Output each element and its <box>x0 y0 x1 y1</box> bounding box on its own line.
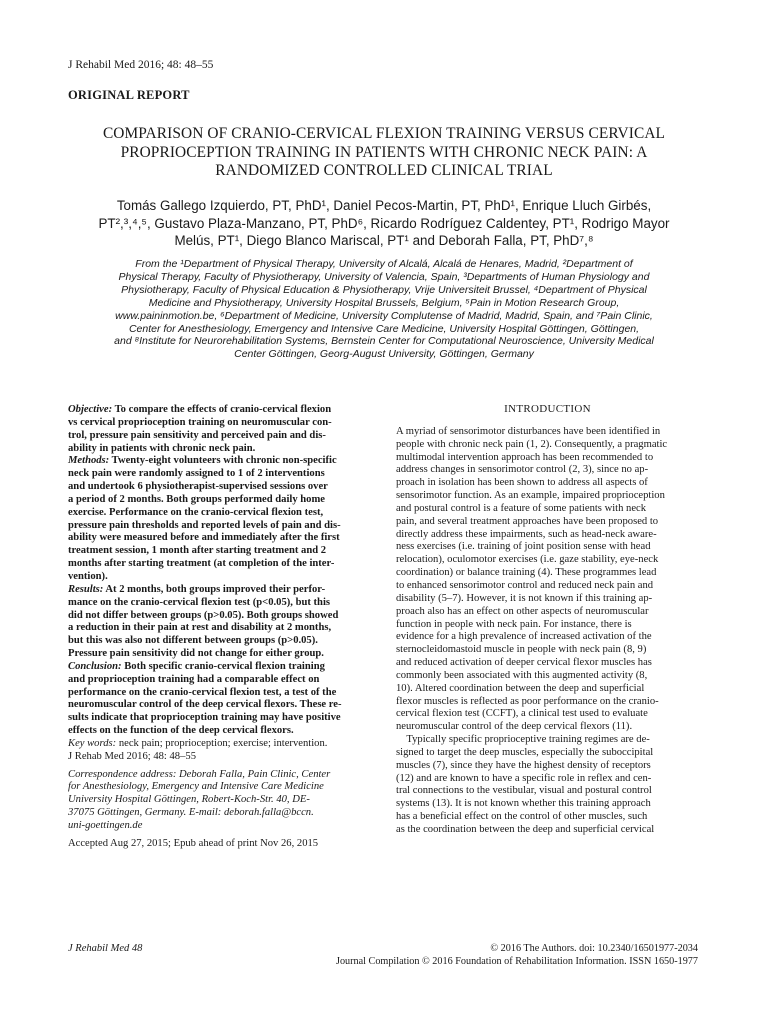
abstract-conclusion-line: neuromuscular control of the deep cervical flexors. These re- <box>68 699 342 711</box>
intro-line: people with chronic neck pain (1, 2). Consequently, a pragmatic <box>396 438 668 450</box>
intro-line: neuromuscular control of the deep cervical flexors (11). <box>396 721 633 733</box>
footer-doi: © 2016 The Authors. doi: 10.2340/16501977-2034 <box>490 943 698 954</box>
correspondence-line: 37075 Göttingen, Germany. E-mail: deborah.falla@bccn. <box>68 807 314 819</box>
affiliation-line: www.paininmotion.be, ⁶Department of Medicine, University Complutense of Madrid, Madrid, Spain, and ⁷Pain Clinic, <box>115 309 653 322</box>
intro-line: sternocleidomastoid muscle in people with neck pain (8, 9) <box>396 644 647 656</box>
abstract-methods-line: vention). <box>68 570 108 582</box>
abstract-objective-line: Objective: To compare the effects of cranio-cervical flexion <box>68 404 332 415</box>
affiliation-line: Center Göttingen, Georg-August University, Göttingen, Germany <box>234 348 534 361</box>
introduction-column <box>396 403 699 837</box>
keywords: Key words: neck pain; proprioception; exercise; intervention. <box>68 737 328 749</box>
footer-issn: Journal Compilation © 2016 Foundation of Rehabilitation Information. ISSN 1650-1977 <box>335 955 698 967</box>
author-line: Tomás Gallego Izquierdo, PT, PhD¹, Daniel Pecos-Martin, PT, PhD¹, Enrique Lluch Girbés, <box>116 198 652 213</box>
intro-line: multimodal intervention approach has been recommended to <box>396 451 654 463</box>
affiliation-line: and ⁸Institute for Neurorehabilitation Systems, Bernstein Center for Computational Neuroscience, University Medical <box>114 335 654 348</box>
affiliations <box>68 258 700 361</box>
article-title: COMPARISON OF CRANIO-CERVICAL FLEXION TRAINING VERSUS CERVICAL PROPRIOCEPTION TRAINING IN PATIENTS WITH CHRONIC NECK PAIN: A RANDOMIZED CONTROLLED CLINICAL TRIAL <box>102 125 666 179</box>
intro-line: signed to target the deep muscles, especially the suboccipital <box>396 746 654 758</box>
intro-line: as the coordination between the deep and superficial cervical <box>396 824 655 835</box>
intro-line: disability (5–7). However, it is not known if this training ap- <box>396 592 653 604</box>
abstract-methods-line: neck pain were randomly assigned to 1 of 2 interventions <box>68 468 325 480</box>
intro-line: to enhanced sensorimotor control and reduced neck pain and <box>396 579 654 591</box>
author-line: PT²,³,⁴,⁵, Gustavo Plaza-Manzano, PT, PhD⁶, Ricardo Rodríguez Caldentey, PT¹, Rodrigo Mayor <box>98 215 670 231</box>
report-type: ORIGINAL REPORT <box>68 88 190 102</box>
intro-line: and reduced activation of deeper cervical flexor muscles has <box>396 657 652 669</box>
abstract-methods-line: and undertook 6 physiotherapist-supervised sessions over <box>68 481 328 493</box>
intro-line: evidence for a high prevalence of increased activation of the <box>396 631 652 643</box>
abstract-objective-line: vs cervical proprioception training on neuromuscular con- <box>68 416 332 428</box>
author-line: Melús, PT¹, Diego Blanco Mariscal, PT¹ and Deborah Falla, PT, PhD⁷,⁸ <box>174 233 594 248</box>
correspondence-line: for Anesthesiology, Emergency and Intensive Care Medicine <box>68 781 324 793</box>
intro-line: proach also has an effect on other aspects of neuromuscular <box>396 605 649 617</box>
methods-label: Methods: <box>68 455 110 467</box>
abstract-column <box>68 404 349 851</box>
affiliation-line: Center for Anesthesiology, Emergency and Intensive Care Medicine, University Hospital Göttingen, Göttingen, <box>128 322 640 335</box>
affiliation-line: Physiotherapy, Faculty of Physical Education & Physiotherapy, Vrije Universiteit Brussel, ⁴Department of Physical <box>121 283 647 296</box>
intro-line: sensorimotor function. As an example, impaired proprioception <box>396 490 665 502</box>
abstract-objective-line: ability in patients with chronic neck pain. <box>68 442 256 454</box>
intro-line: systems (13). It is not known whether this training approach <box>396 798 651 810</box>
author-list <box>68 197 700 250</box>
abstract-conclusion-line: sults indicate that proprioception training may have positive <box>68 712 341 724</box>
abstract-results-line: did not differ between groups (p>0.05). Both groups showed <box>68 609 339 621</box>
correspondence-line: University Hospital Göttingen, Robert-Koch-Str. 40, DE- <box>68 794 310 806</box>
intro-line: relocation), oculomotor exercises (i.e. gaze stability, eye-neck <box>396 554 659 566</box>
results-label: Results: <box>68 583 104 595</box>
intro-line: has a beneficial effect on the control of other muscles, such <box>396 811 648 823</box>
intro-line: address changes in sensorimotor control (2, 3), since no ap- <box>396 464 649 476</box>
abstract-methods-line: a period of 2 months. Both groups performed daily home <box>68 493 326 505</box>
intro-line: function in people with neck pain. For instance, there is <box>396 618 632 630</box>
affiliation-line: Physical Therapy, Faculty of Physiotherapy, University of Valencia, Spain, ³Departments of Human Physiology and <box>118 270 650 283</box>
intro-line: proach in isolation has been shown to address all aspects of <box>396 477 648 489</box>
conclusion-label: Conclusion: <box>68 660 122 672</box>
intro-line: cervical flexion test (CCFT), a clinical test used to evaluate <box>396 708 648 720</box>
intro-line: and postural control is a feature of some patients with neck <box>396 502 647 514</box>
abstract-conclusion-line: and proprioception training had a comparable effect on <box>68 673 320 685</box>
accepted-date: Accepted Aug 27, 2015; Epub ahead of print Nov 26, 2015 <box>68 837 319 849</box>
intro-line: tral connections to the vestibular, visual and postural control <box>396 785 652 797</box>
abstract-results-line: Results: At 2 months, both groups improved their perfor- <box>68 583 326 595</box>
abstract-methods-line: months after starting treatment (at completion of the inter- <box>68 558 335 570</box>
intro-line: (12) and are known to have a specific role in reflex and cen- <box>396 772 652 784</box>
abstract-objective-line: trol, pressure pain sensitivity and perceived pain and dis- <box>68 429 326 441</box>
journal-reference: J Rehabil Med 2016; 48: 48–55 <box>68 59 214 71</box>
affiliation-line: Medicine and Physiotherapy, University Hospital Brussels, Belgium, ⁵Pain in Motion Research Group, <box>148 296 620 309</box>
abstract-conclusion-line: performance on the cranio-cervical flexion test, a test of the <box>68 686 337 698</box>
abstract-results-line: Pressure pain sensitivity did not change for either group. <box>68 648 324 660</box>
intro-line: A myriad of sensorimotor disturbances have been identified in <box>396 425 661 437</box>
intro-line: directly address these impairments, such as head-neck aware- <box>396 528 657 540</box>
intro-line: pain, and several treatment approaches have been proposed to <box>396 515 659 527</box>
abstract-methods-line: ability were measured before and immediately after the first <box>68 532 340 544</box>
footer-copyright <box>336 943 698 969</box>
intro-line: coordination) or balance training (4). These programmes lead <box>396 567 657 579</box>
abstract-conclusion-line: Conclusion: Both specific cranio-cervical flexion training <box>68 660 325 672</box>
introduction-heading: INTRODUCTION <box>504 403 591 415</box>
intro-line: Typically specific proprioceptive training regimes are de- <box>396 734 650 746</box>
abstract-results-line: mance on the cranio-cervical flexion test (p<0.05), but this <box>68 596 331 608</box>
affiliation-line: From the ¹Department of Physical Therapy, University of Alcalá, Alcalá de Henares, Madrid, ²Department of <box>135 258 633 270</box>
objective-label: Objective: <box>68 404 113 415</box>
abstract-results-line: a reduction in their pain at rest and disability at 2 months, <box>68 622 332 634</box>
intro-line: commonly been associated with this augmented activity (8, <box>396 669 648 681</box>
abstract-methods-line: pressure pain thresholds and reported levels of pain and dis- <box>68 519 341 531</box>
intro-line: muscles (7), since they have the highest density of receptors <box>396 759 651 771</box>
abstract-methods-line: exercise. Performance on the cranio-cervical flexion test, <box>68 506 324 518</box>
abstract-methods-line: Methods: Twenty-eight volunteers with chronic non-specific <box>68 455 337 467</box>
correspondence-line: Correspondence address: Deborah Falla, Pain Clinic, Center <box>68 768 331 780</box>
footer-journal: J Rehabil Med 48 <box>68 943 143 954</box>
correspondence-line: uni-goettingen.de <box>68 820 143 831</box>
intro-line: ness exercises (i.e. training of joint position sense with head <box>396 541 651 553</box>
intro-line: flexor muscles is reflected as poor performance on the cranio- <box>396 695 659 707</box>
keywords-label: Key words: <box>68 737 117 749</box>
abstract-methods-line: treatment session, 1 month after starting treatment and 2 <box>68 545 327 557</box>
intro-line: 10). Altered coordination between the deep and superficial <box>396 682 645 694</box>
citation: J Rehab Med 2016; 48: 48–55 <box>68 750 196 762</box>
abstract-results-line: but this was also not different between groups (p>0.05). <box>68 635 318 647</box>
abstract-conclusion-line: effects on the function of the deep cervical flexors. <box>68 725 294 737</box>
